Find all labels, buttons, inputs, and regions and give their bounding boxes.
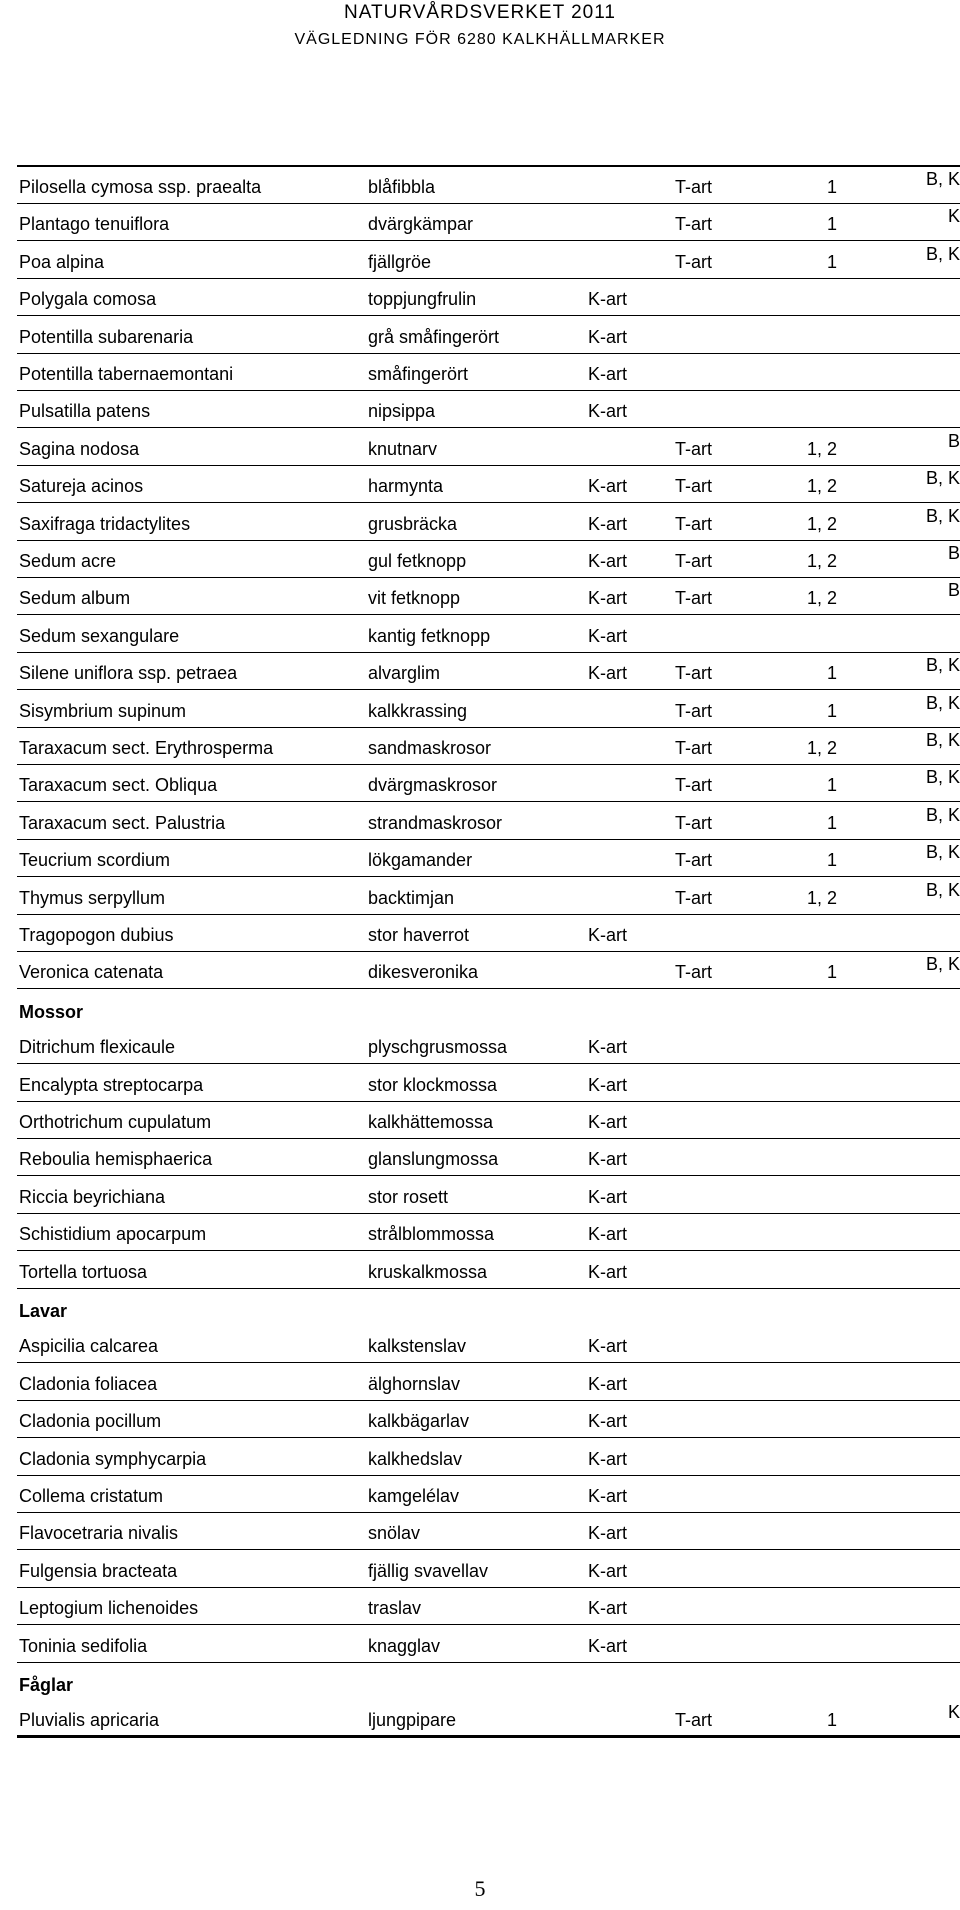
t-art-cell: T-art xyxy=(675,214,713,235)
table-row xyxy=(17,1626,960,1663)
k-art-cell: K-art xyxy=(588,1523,628,1544)
table-row xyxy=(17,1551,960,1588)
status-cell: K xyxy=(947,1702,960,1723)
table-row xyxy=(17,578,960,615)
t-art-cell: T-art xyxy=(675,551,713,571)
t-art-cell: T-art xyxy=(675,738,713,758)
criteria-number-cell: 1, 2 xyxy=(806,513,837,534)
criteria-number-cell: 1, 2 xyxy=(806,476,837,497)
table-row xyxy=(17,803,960,840)
swedish-name-cell: alvarglim xyxy=(368,663,441,684)
t-art-cell: T-art xyxy=(675,663,713,684)
k-art-cell: K-art xyxy=(588,588,628,609)
section-heading: Fåglar xyxy=(19,1675,74,1695)
latin-name-cell: Toninia sedifolia xyxy=(19,1635,148,1656)
k-art-cell: K-art xyxy=(588,663,628,684)
k-art-cell: K-art xyxy=(588,476,628,497)
swedish-name-cell: glanslungmossa xyxy=(368,1149,499,1170)
status-cell: B xyxy=(947,543,960,563)
k-art-cell: K-art xyxy=(588,513,628,534)
criteria-number-cell: 1 xyxy=(826,1710,837,1731)
swedish-name-cell: strålblommossa xyxy=(368,1224,495,1245)
table-row xyxy=(17,204,960,241)
swedish-name-cell: plyschgrusmossa xyxy=(368,1037,508,1058)
t-art-cell: T-art xyxy=(675,700,713,721)
criteria-number-cell: 1 xyxy=(826,177,837,197)
t-art-cell: T-art xyxy=(675,850,713,871)
table-row xyxy=(17,840,960,877)
table-row xyxy=(17,1700,960,1737)
criteria-number-cell: 1, 2 xyxy=(806,738,837,758)
section-heading-row xyxy=(17,1289,960,1326)
status-cell: B, K xyxy=(925,655,960,676)
section-heading: Mossor xyxy=(19,1001,84,1022)
latin-name-cell: Cladonia pocillum xyxy=(19,1411,162,1432)
t-art-cell: T-art xyxy=(675,513,713,534)
table-row xyxy=(17,429,960,466)
table-row xyxy=(17,728,960,765)
table-row xyxy=(17,1476,960,1513)
table-row xyxy=(17,1214,960,1251)
latin-name-cell: Saxifraga tridactylites xyxy=(19,513,191,534)
swedish-name-cell: fjällig svavellav xyxy=(368,1560,489,1581)
t-art-cell: T-art xyxy=(675,438,713,459)
table-row xyxy=(17,1139,960,1176)
k-art-cell: K-art xyxy=(588,1186,628,1207)
k-art-cell: K-art xyxy=(588,1074,628,1095)
latin-name-cell: Reboulia hemisphaerica xyxy=(19,1149,213,1170)
swedish-name-cell: strandmaskrosor xyxy=(368,812,503,833)
swedish-name-cell: vit fetknopp xyxy=(368,588,461,609)
latin-name-cell: Sagina nodosa xyxy=(19,438,140,459)
criteria-number-cell: 1, 2 xyxy=(806,438,837,459)
criteria-number-cell: 1 xyxy=(826,214,837,235)
latin-name-cell: Aspicilia calcarea xyxy=(19,1336,159,1357)
latin-name-cell: Polygala comosa xyxy=(19,289,157,310)
t-art-cell: T-art xyxy=(675,251,713,272)
swedish-name-cell: kantig fetknopp xyxy=(368,625,491,646)
table-row xyxy=(17,167,960,204)
latin-name-cell: Plantago tenuiflora xyxy=(19,214,170,235)
section-heading-row xyxy=(17,990,960,1027)
status-cell: B, K xyxy=(925,468,960,489)
section-heading-row xyxy=(17,1663,960,1700)
latin-name-cell: Poa alpina xyxy=(19,251,105,272)
k-art-cell: K-art xyxy=(588,401,628,422)
t-art-cell: T-art xyxy=(675,588,713,609)
swedish-name-cell: kalkhedslav xyxy=(368,1448,463,1469)
status-cell: B, K xyxy=(925,243,960,264)
table-row xyxy=(17,242,960,279)
table-row xyxy=(17,1439,960,1476)
latin-name-cell: Riccia beyrichiana xyxy=(19,1186,166,1207)
latin-name-cell: Tortella tortuosa xyxy=(19,1261,148,1282)
k-art-cell: K-art xyxy=(588,1448,628,1469)
table-row xyxy=(17,354,960,391)
latin-name-cell: Thymus serpyllum xyxy=(19,887,166,908)
table-row xyxy=(17,541,960,578)
criteria-number-cell: 1 xyxy=(826,775,837,796)
table-row xyxy=(17,616,960,653)
swedish-name-cell: backtimjan xyxy=(368,887,455,908)
swedish-name-cell: kalkbägarlav xyxy=(368,1411,470,1432)
latin-name-cell: Ditrichum flexicaule xyxy=(19,1037,176,1058)
swedish-name-cell: nipsippa xyxy=(368,401,436,422)
table-row xyxy=(17,391,960,428)
swedish-name-cell: kruskalkmossa xyxy=(368,1261,488,1282)
k-art-cell: K-art xyxy=(588,551,628,571)
table-row xyxy=(17,653,960,690)
latin-name-cell: Taraxacum sect. Obliqua xyxy=(19,775,218,796)
swedish-name-cell: grå småfingerört xyxy=(368,326,500,347)
latin-name-cell: Cladonia foliacea xyxy=(19,1373,158,1394)
table-row xyxy=(17,915,960,952)
swedish-name-cell: kalkhättemossa xyxy=(368,1112,494,1132)
swedish-name-cell: dvärgmaskrosor xyxy=(368,775,498,796)
table-row xyxy=(17,1065,960,1102)
k-art-cell: K-art xyxy=(588,1560,628,1581)
status-cell: B, K xyxy=(925,692,960,713)
table-row xyxy=(17,1027,960,1064)
criteria-number-cell: 1 xyxy=(826,850,837,871)
t-art-cell: T-art xyxy=(675,962,713,983)
k-art-cell: K-art xyxy=(588,925,628,945)
t-art-cell: T-art xyxy=(675,775,713,796)
criteria-number-cell: 1 xyxy=(826,700,837,721)
t-art-cell: T-art xyxy=(675,1710,713,1731)
k-art-cell: K-art xyxy=(588,1149,628,1170)
status-cell: B, K xyxy=(925,842,960,863)
swedish-name-cell: kalkstenslav xyxy=(368,1336,467,1357)
k-art-cell: K-art xyxy=(588,1037,628,1058)
header-title: NATURVÅRDSVERKET 2011 xyxy=(344,2,616,23)
k-art-cell: K-art xyxy=(588,289,628,310)
table-row xyxy=(17,765,960,802)
latin-name-cell: Pulsatilla patens xyxy=(19,401,151,422)
latin-name-cell: Tragopogon dubius xyxy=(19,925,174,945)
swedish-name-cell: fjällgröe xyxy=(368,251,432,272)
latin-name-cell: Silene uniflora ssp. petraea xyxy=(19,663,238,684)
latin-name-cell: Fulgensia bracteata xyxy=(19,1560,178,1581)
swedish-name-cell: blåfibbla xyxy=(368,177,436,197)
swedish-name-cell: stor rosett xyxy=(368,1186,449,1207)
table-row xyxy=(17,1364,960,1401)
latin-name-cell: Cladonia symphycarpia xyxy=(19,1448,207,1469)
status-cell: B, K xyxy=(925,804,960,825)
status-cell: B, K xyxy=(925,730,960,750)
swedish-name-cell: kalkkrassing xyxy=(368,700,468,721)
swedish-name-cell: grusbräcka xyxy=(368,513,458,534)
swedish-name-cell: dvärgkämpar xyxy=(368,214,474,235)
latin-name-cell: Sisymbrium supinum xyxy=(19,700,187,721)
k-art-cell: K-art xyxy=(588,1598,628,1619)
table-row xyxy=(17,1588,960,1625)
swedish-name-cell: ljungpipare xyxy=(368,1710,457,1731)
table-row xyxy=(17,952,960,989)
criteria-number-cell: 1 xyxy=(826,663,837,684)
page-number: 5 xyxy=(474,1876,486,1901)
latin-name-cell: Potentilla subarenaria xyxy=(19,326,194,347)
status-cell: B, K xyxy=(925,767,960,788)
swedish-name-cell: sandmaskrosor xyxy=(368,738,492,758)
header-subtitle: VÄGLEDNING FÖR 6280 KALKHÄLLMARKER xyxy=(294,31,666,48)
latin-name-cell: Encalypta streptocarpa xyxy=(19,1074,204,1095)
swedish-name-cell: harmynta xyxy=(368,476,444,497)
swedish-name-cell: gul fetknopp xyxy=(368,551,467,571)
swedish-name-cell: toppjungfrulin xyxy=(368,289,477,310)
section-heading: Lavar xyxy=(19,1301,68,1321)
criteria-number-cell: 1, 2 xyxy=(806,887,837,908)
latin-name-cell: Veronica catenata xyxy=(19,962,164,983)
swedish-name-cell: traslav xyxy=(368,1598,422,1619)
table-row xyxy=(17,878,960,915)
table-row xyxy=(17,504,960,541)
criteria-number-cell: 1 xyxy=(826,812,837,833)
table-row xyxy=(17,317,960,354)
t-art-cell: T-art xyxy=(675,177,713,197)
status-cell: B, K xyxy=(925,954,960,975)
latin-name-cell: Sedum album xyxy=(19,588,131,609)
k-art-cell: K-art xyxy=(588,1112,628,1132)
latin-name-cell: Satureja acinos xyxy=(19,476,144,497)
swedish-name-cell: älghornslav xyxy=(368,1373,461,1394)
criteria-number-cell: 1, 2 xyxy=(806,551,837,571)
table-row xyxy=(17,1177,960,1214)
latin-name-cell: Schistidium apocarpum xyxy=(19,1224,207,1245)
latin-name-cell: Orthotrichum cupulatum xyxy=(19,1112,212,1132)
status-cell: B, K xyxy=(925,505,960,526)
swedish-name-cell: knagglav xyxy=(368,1635,441,1656)
swedish-name-cell: stor haverrot xyxy=(368,925,470,945)
latin-name-cell: Taraxacum sect. Erythrosperma xyxy=(19,738,274,758)
k-art-cell: K-art xyxy=(588,364,628,384)
t-art-cell: T-art xyxy=(675,812,713,833)
latin-name-cell: Teucrium scordium xyxy=(19,850,171,871)
latin-name-cell: Flavocetraria nivalis xyxy=(19,1523,179,1544)
k-art-cell: K-art xyxy=(588,326,628,347)
table-row xyxy=(17,1401,960,1438)
k-art-cell: K-art xyxy=(588,1336,628,1357)
swedish-name-cell: stor klockmossa xyxy=(368,1074,498,1095)
table-row xyxy=(17,1326,960,1363)
criteria-number-cell: 1 xyxy=(826,251,837,272)
table-row xyxy=(17,466,960,503)
k-art-cell: K-art xyxy=(588,1224,628,1245)
status-cell: B, K xyxy=(925,879,960,900)
latin-name-cell: Leptogium lichenoides xyxy=(19,1598,199,1619)
k-art-cell: K-art xyxy=(588,1261,628,1282)
table-row xyxy=(17,279,960,316)
latin-name-cell: Pluvialis apricaria xyxy=(19,1710,160,1731)
page-header xyxy=(0,0,960,49)
status-cell: B, K xyxy=(925,169,960,189)
swedish-name-cell: knutnarv xyxy=(368,438,438,459)
latin-name-cell: Pilosella cymosa ssp. praealta xyxy=(19,177,262,197)
criteria-number-cell: 1 xyxy=(826,962,837,983)
k-art-cell: K-art xyxy=(588,1635,628,1656)
latin-name-cell: Sedum acre xyxy=(19,551,117,571)
table-row xyxy=(17,1252,960,1289)
swedish-name-cell: kamgelélav xyxy=(368,1486,460,1506)
k-art-cell: K-art xyxy=(588,1411,628,1432)
swedish-name-cell: lökgamander xyxy=(368,850,473,871)
swedish-name-cell: dikesveronika xyxy=(368,962,479,983)
k-art-cell: K-art xyxy=(588,625,628,646)
t-art-cell: T-art xyxy=(675,887,713,908)
latin-name-cell: Taraxacum sect. Palustria xyxy=(19,812,226,833)
row-rule xyxy=(17,1735,960,1738)
table-row xyxy=(17,1513,960,1550)
table-row xyxy=(17,1102,960,1139)
status-cell: K xyxy=(947,206,960,227)
latin-name-cell: Potentilla tabernaemontani xyxy=(19,364,234,384)
t-art-cell: T-art xyxy=(675,476,713,497)
status-cell: B xyxy=(947,430,960,451)
swedish-name-cell: småfingerört xyxy=(368,364,469,384)
criteria-number-cell: 1, 2 xyxy=(806,588,837,609)
k-art-cell: K-art xyxy=(588,1486,628,1506)
swedish-name-cell: snölav xyxy=(368,1523,421,1544)
latin-name-cell: Sedum sexangulare xyxy=(19,625,180,646)
status-cell: B xyxy=(947,580,960,601)
k-art-cell: K-art xyxy=(588,1373,628,1394)
table-row xyxy=(17,691,960,728)
latin-name-cell: Collema cristatum xyxy=(19,1486,164,1506)
